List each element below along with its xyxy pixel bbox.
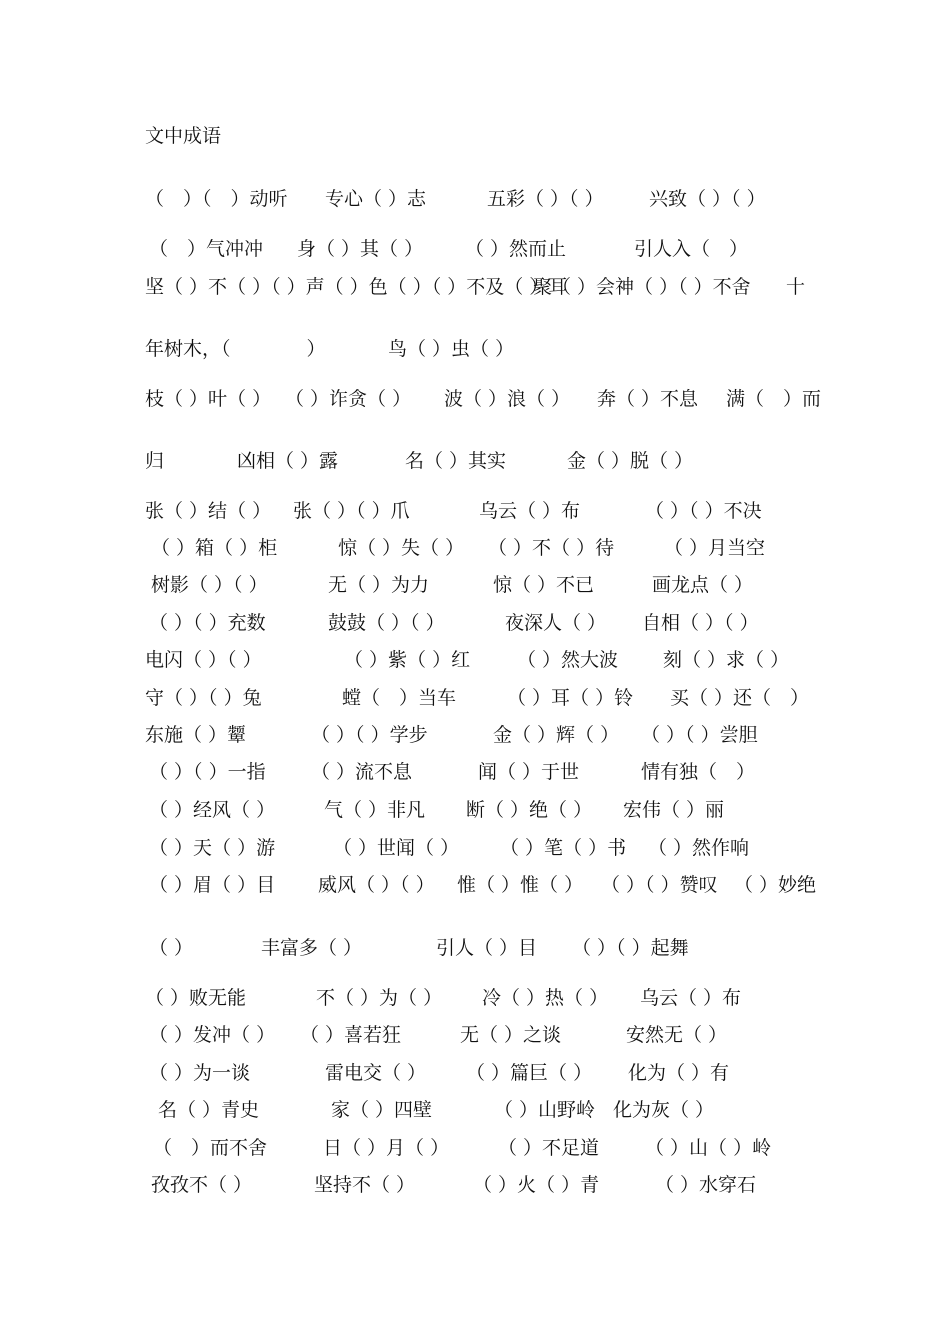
page-title: 文中成语 (145, 125, 222, 147)
idiom-item: 情有独（ ） (641, 761, 756, 783)
idiom-item: （ ）诈贪（ ） (285, 388, 412, 410)
idiom-item: 波（ ）浪（ ） (444, 388, 571, 410)
idiom-line (0, 871, 817, 899)
idiom-line (0, 534, 766, 562)
idiom-item: （ ）山（ ）岭 (645, 1137, 772, 1159)
idiom-item: （ ）天（ ）游 (149, 837, 276, 859)
idiom-line (0, 684, 810, 712)
idiom-item: 守（ ）（ ）兔 (145, 687, 262, 709)
idiom-item: （ ）（ ）动听 (145, 188, 288, 210)
idiom-item: 树影（ ）（ ） (151, 574, 268, 596)
idiom-item: 断（ ）绝（ ） (466, 799, 593, 821)
idiom-item: 孜孜不（ ） (151, 1174, 253, 1196)
idiom-line (0, 497, 762, 525)
idiom-item: 枝（ ）叶（ ） (145, 388, 272, 410)
idiom-item: 聚（ ）会神（ ）（ ）不舍 (533, 276, 751, 298)
idiom-item: 奔（ ）不息 (597, 388, 699, 410)
idiom-item: 夜深人（ ） (505, 612, 607, 634)
idiom-line (0, 1096, 715, 1124)
idiom-item: （ ）（ ）不决 (645, 500, 762, 522)
idiom-line (0, 447, 694, 475)
idiom-item: 名（ ）其实 (405, 450, 507, 472)
idiom-item: 化为（ ）有 (628, 1062, 730, 1084)
idiom-item: （ ）眉（ ）目 (149, 874, 276, 896)
idiom-line (0, 335, 515, 363)
idiom-item: （ ）月当空 (664, 537, 766, 559)
idiom-item: 乌云（ ）布 (479, 500, 581, 522)
idiom-item: 兴致（ ）（ ） (649, 188, 766, 210)
idiom-item: 刻（ ）求（ ） (663, 649, 790, 671)
idiom-item: （ ）（ ）一指 (149, 761, 266, 783)
idiom-line (0, 1134, 772, 1162)
idiom-item: 丰富多（ ） (261, 937, 363, 959)
idiom-item: （ ）箱（ ）柜 (151, 537, 278, 559)
idiom-item: 不（ ）为（ ） (316, 987, 443, 1009)
idiom-item: （ ）水穿石 (655, 1174, 757, 1196)
idiom-item: 日（ ）月（ ） (323, 1137, 450, 1159)
idiom-line (0, 1059, 730, 1087)
idiom-item: （ ）喜若狂 (300, 1024, 402, 1046)
idiom-line (0, 1021, 728, 1049)
idiom-item: 五彩（ ）（ ） (487, 188, 604, 210)
idiom-item: 鼓鼓（ ）（ ） (328, 612, 445, 634)
idiom-item: （ ）妙绝 (734, 874, 817, 896)
idiom-line (0, 646, 790, 674)
idiom-item: 名（ ）青史 (158, 1099, 260, 1121)
idiom-item: 凶相（ ）露 (237, 450, 339, 472)
idiom-item: （ ） (149, 937, 194, 959)
idiom-item: 买（ ）还（ ） (670, 687, 810, 709)
idiom-line (0, 1171, 757, 1199)
idiom-item: 引人入（ ） (634, 238, 749, 260)
idiom-item: （ ）然而止 (465, 238, 567, 260)
idiom-line (0, 984, 742, 1012)
idiom-item: 张（ ）结（ ） (145, 500, 272, 522)
idiom-item: 张（ ）（ ）爪 (293, 500, 410, 522)
idiom-item: （ ）（ ）学步 (311, 724, 428, 746)
idiom-item: 螳（ ）当车 (342, 687, 457, 709)
idiom-item: 乌云（ ）布 (640, 987, 742, 1009)
idiom-item: 画龙点（ ） (652, 574, 754, 596)
idiom-item: 气（ ）非凡 (324, 799, 426, 821)
idiom-item: （ ）笔（ ）书 (500, 837, 627, 859)
idiom-item: 闻（ ）于世 (478, 761, 580, 783)
idiom-line (0, 609, 759, 637)
idiom-item: （ ）火（ ）青 (473, 1174, 600, 1196)
idiom-line (0, 235, 749, 263)
idiom-item: 威风（ ）（ ） (318, 874, 435, 896)
idiom-line (0, 758, 756, 786)
idiom-item: 金（ ）脱（ ） (567, 450, 694, 472)
idiom-line (0, 385, 822, 413)
idiom-item: 满（ ）而 (726, 388, 822, 410)
idiom-line (0, 934, 689, 962)
idiom-item: 无（ ）为力 (328, 574, 430, 596)
idiom-item: 归 (145, 450, 165, 472)
idiom-item: （ ）经风（ ） (149, 799, 276, 821)
idiom-item: （ ）流不息 (311, 761, 413, 783)
idiom-item: （ ）（ ）尝胆 (641, 724, 758, 746)
idiom-item: 电闪（ ）（ ） (145, 649, 262, 671)
idiom-item: 年树木，（ ） (145, 338, 326, 360)
idiom-item: （ ）不足道 (498, 1137, 600, 1159)
idiom-item: 宏伟（ ）丽 (623, 799, 725, 821)
idiom-item: 雷电交（ ） (325, 1062, 427, 1084)
idiom-item: 安然无（ ） (626, 1024, 728, 1046)
idiom-item: 金（ ）辉（ ） (493, 724, 620, 746)
idiom-item: 引人（ ）目 (436, 937, 538, 959)
idiom-item: （ ）而不舍 (153, 1137, 268, 1159)
idiom-item: （ ）发冲（ ） (149, 1024, 276, 1046)
idiom-item: （ ）（ ）赞叹 (601, 874, 718, 896)
idiom-line (0, 185, 766, 213)
idiom-item: 坚（ ）不（ ）（ ）声（ ）色（ ）（ ）不及（ ）耳 (145, 276, 568, 298)
idiom-item: （ ）（ ）起舞 (572, 937, 689, 959)
idiom-item: 化为灰（ ） (613, 1099, 715, 1121)
idiom-item: 无（ ）之谈 (460, 1024, 562, 1046)
idiom-item: （ ）气冲冲 (149, 238, 264, 260)
idiom-item: 鸟（ ）虫（ ） (388, 338, 515, 360)
idiom-item: 十 (786, 276, 806, 298)
idiom-item: （ ）不（ ）待 (488, 537, 615, 559)
idiom-item: 专心（ ）志 (325, 188, 427, 210)
idiom-item: 坚持不（ ） (314, 1174, 416, 1196)
idiom-item: （ ）紫（ ）红 (344, 649, 471, 671)
idiom-item: （ ）然大波 (517, 649, 619, 671)
idiom-item: （ ）然作响 (648, 837, 750, 859)
idiom-item: （ ）篇巨（ ） (466, 1062, 593, 1084)
idiom-line (0, 796, 725, 824)
idiom-line (0, 571, 754, 599)
idiom-item: 身（ ）其（ ） (297, 238, 424, 260)
idiom-item: 冷（ ）热（ ） (482, 987, 609, 1009)
idiom-item: （ ）世闻（ ） (333, 837, 460, 859)
idiom-item: 惟（ ）惟（ ） (457, 874, 584, 896)
idiom-line (0, 834, 750, 862)
idiom-item: （ ）为一谈 (149, 1062, 251, 1084)
idiom-item: 惊（ ）不已 (493, 574, 595, 596)
idiom-line (0, 273, 806, 301)
idiom-item: 惊（ ）失（ ） (338, 537, 465, 559)
idiom-item: （ ）耳（ ）铃 (507, 687, 634, 709)
idiom-item: （ ）（ ）充数 (149, 612, 266, 634)
idiom-item: 家（ ）四壁 (331, 1099, 433, 1121)
idiom-item: （ ）败无能 (145, 987, 247, 1009)
idiom-line (0, 721, 758, 749)
idiom-item: 自相（ ）（ ） (642, 612, 759, 634)
idiom-item: 东施（ ）颦 (145, 724, 247, 746)
idiom-item: （ ）山野岭 (494, 1099, 596, 1121)
